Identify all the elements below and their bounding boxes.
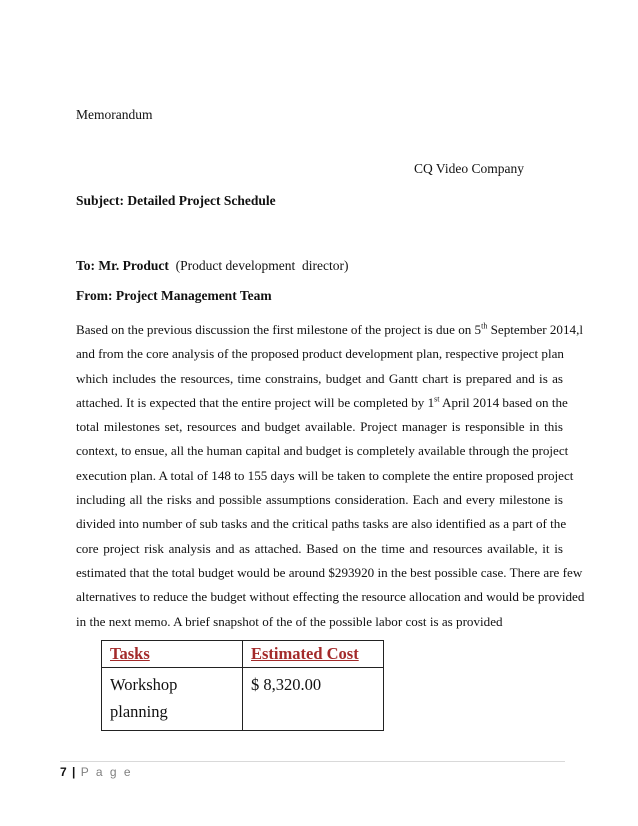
company-name: CQ Video Company: [414, 161, 524, 176]
table-cell-task: Workshop planning: [102, 668, 243, 731]
memo-to-label: To: Mr. Product: [76, 258, 169, 273]
memo-title: Memorandum: [76, 107, 153, 122]
page-number: 7: [60, 765, 67, 779]
table-row: [102, 668, 384, 731]
body-line: total milestones set, resources and budget available. Project manager is responsible in this: [76, 419, 563, 435]
body-line: in the next memo. A brief snapshot of the of the possible labor cost is as provided: [76, 613, 503, 629]
memo-to-value: (Product development director): [168, 258, 349, 273]
footer-divider: [60, 761, 565, 762]
memo-to: [76, 258, 348, 274]
body-line: alternatives to reduce the budget without effecting the resource allocation and would be provided: [76, 589, 585, 605]
body-line: context, to ensue, all the human capital and budget is completely available through the project: [76, 443, 569, 459]
page-label: P a g e: [80, 765, 133, 779]
page-footer: [60, 765, 133, 779]
memo-from: From: Project Management Team: [76, 288, 272, 303]
body-line: core project risk analysis and as attached. Based on the time and resources available, it is: [76, 540, 563, 556]
footer-separator: |: [72, 765, 76, 779]
memo-subject: Subject: Detailed Project Schedule: [76, 193, 276, 208]
memo-body: [76, 318, 585, 634]
table-header-cell: Tasks: [102, 641, 243, 668]
body-line: and from the core analysis of the proposed product development plan, respective project plan: [76, 346, 564, 362]
body-line: attached. It is expected that the entire project will be completed by 1st April 2014 based on the: [76, 394, 568, 410]
body-line: Based on the previous discussion the first milestone of the project is due on 5th September 2014,l: [76, 321, 583, 337]
table-header-row: [102, 641, 384, 668]
body-line: execution plan. A total of 148 to 155 days will be taken to complete the entire proposed project: [76, 467, 574, 483]
table-header-cell: Estimated Cost: [243, 641, 384, 668]
table-cell-cost: $ 8,320.00: [243, 668, 384, 731]
labor-cost-table: [101, 640, 384, 731]
body-line: which includes the resources, time constrains, budget and Gantt chart is prepared and is as: [76, 370, 563, 386]
body-line: estimated that the total budget would be around $293920 in the best possible case. There are few: [76, 564, 583, 580]
body-line: including all the risks and possible assumptions consideration. Each and every milestone is: [76, 492, 563, 508]
body-line: divided into number of sub tasks and the critical paths tasks are also identified as a part of the: [76, 516, 567, 532]
